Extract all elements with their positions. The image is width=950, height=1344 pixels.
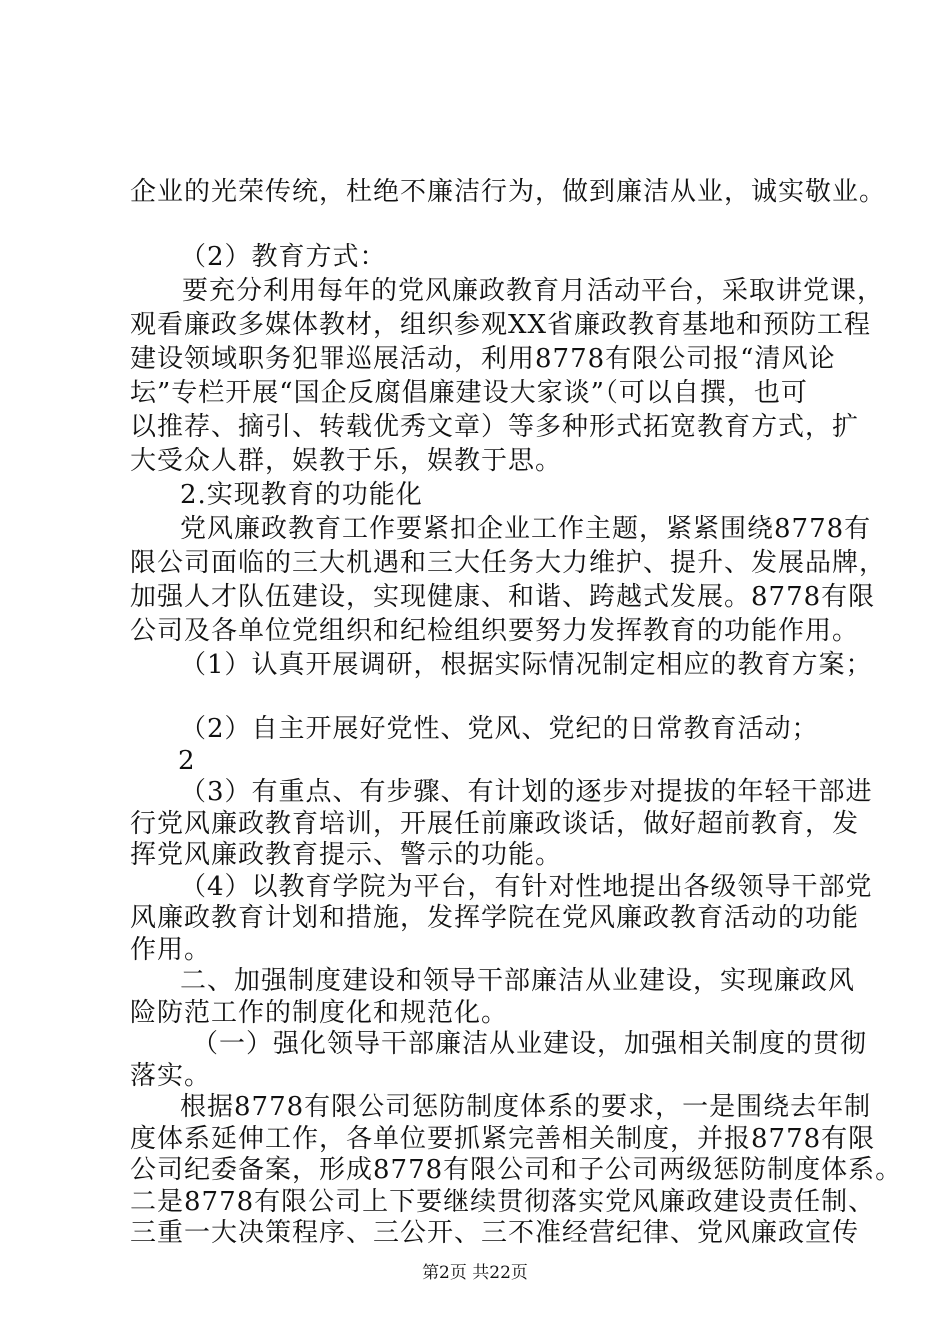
text-line: 企业的光荣传统，杜绝不廉洁行为，做到廉洁从业，诚实敬业。	[130, 177, 887, 207]
text-line: （一）强化领导干部廉洁从业建设，加强相关制度的贯彻	[192, 1029, 868, 1059]
text-line: 加强人才队伍建设，实现健康、和谐、跨越式发展。8778有限	[130, 582, 876, 612]
text-line: 度体系延伸工作，各单位要抓紧完善相关制度，并报8778有限	[130, 1124, 876, 1154]
text-line: 落实。	[130, 1061, 212, 1091]
text-line: （3）有重点、有步骤、有计划的逐步对提拔的年轻干部进	[180, 777, 873, 807]
text-line: 险防范工作的制度化和规范化。	[130, 998, 509, 1028]
text-line: 公司纪委备案，形成8778有限公司和子公司两级惩防制度体系。	[130, 1155, 903, 1185]
text-line: 以推荐、摘引、转载优秀文章）等多种形式拓宽教育方式，扩	[130, 412, 860, 442]
text-line: 公司及各单位党组织和纪检组织要努力发挥教育的功能作用。	[130, 616, 860, 646]
text-line: 2.实现教育的功能化	[180, 480, 423, 510]
text-line: 观看廉政多媒体教材，组织参观XX省廉政教育基地和预防工程	[130, 310, 872, 340]
text-line: （2）教育方式：	[180, 242, 387, 272]
text-line: 要充分利用每年的党风廉政教育月活动平台，采取讲党课，	[182, 276, 885, 306]
text-line: 挥党风廉政教育提示、警示的功能。	[130, 840, 563, 870]
text-line: 二是8778有限公司上下要继续贯彻落实党风廉政建设责任制、	[130, 1187, 876, 1217]
text-line: 限公司面临的三大机遇和三大任务大力维护、提升、发展品牌，	[130, 548, 887, 578]
text-line: 风廉政教育计划和措施，发挥学院在党风廉政教育活动的功能	[130, 903, 860, 933]
page-footer: 第2页 共22页	[422, 1263, 528, 1283]
text-line: （1）认真开展调研，根据实际情况制定相应的教育方案；	[180, 650, 873, 680]
text-line: 根据8778有限公司惩防制度体系的要求，一是围绕去年制	[180, 1092, 872, 1122]
page-number-inline: 2	[178, 746, 196, 776]
text-line: 二、加强制度建设和领导干部廉洁从业建设，实现廉政风	[180, 966, 856, 996]
text-line: 坛”专栏开展“国企反腐倡廉建设大家谈”（可以自撰，也可	[130, 378, 808, 408]
text-line: （2）自主开展好党性、党风、党纪的日常教育活动；	[180, 714, 819, 744]
text-line: 建设领域职务犯罪巡展活动，利用8778有限公司报“清风论	[130, 344, 836, 374]
text-line: （4）以教育学院为平台，有针对性地提出各级领导干部党	[180, 872, 873, 902]
text-line: 三重一大决策程序、三公开、三不准经营纪律、党风廉政宣传	[130, 1218, 860, 1248]
text-line: 党风廉政教育工作要紧扣企业工作主题，紧紧围绕8778有	[180, 514, 872, 544]
text-line: 大受众人群，娱教于乐，娱教于思。	[130, 446, 563, 476]
text-line: 行党风廉政教育培训，开展任前廉政谈话，做好超前教育，发	[130, 809, 860, 839]
text-line: 作用。	[130, 935, 212, 965]
